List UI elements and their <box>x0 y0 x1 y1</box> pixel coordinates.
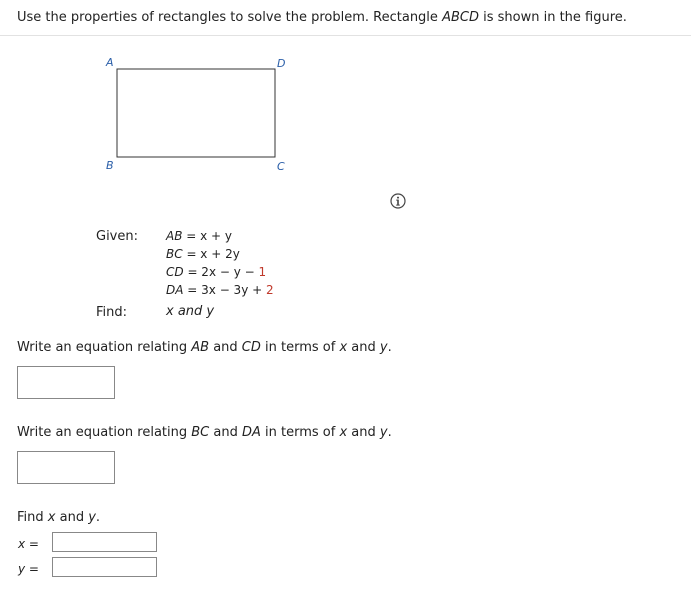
equation-bc-lhs: BC <box>166 247 183 261</box>
equation-da <box>166 281 274 299</box>
question-2-segment-2: DA <box>241 425 261 440</box>
question-3-var-x: x <box>47 510 56 525</box>
question-2-and: and <box>209 425 242 440</box>
vertex-b: B <box>106 159 114 172</box>
question-1-segment-2: CD <box>241 340 261 355</box>
question-1 <box>17 340 392 355</box>
find-variables: x and y <box>166 304 215 319</box>
vertex-d: D <box>277 57 286 70</box>
question-3-var-y: y <box>88 510 96 525</box>
info-icon[interactable] <box>390 193 406 209</box>
prompt-text: Use the properties of rectangles to solve the problem. Rectangle <box>17 10 443 25</box>
equation-cd-rhs: = 2x − y − <box>183 265 259 279</box>
problem-prompt <box>17 10 627 25</box>
question-2 <box>17 425 392 440</box>
equation-ab-rhs: = x + y <box>182 229 233 243</box>
equation-cd-lhs: CD <box>166 265 184 279</box>
vertex-c: C <box>277 160 285 173</box>
y-input[interactable] <box>52 557 157 577</box>
question-2-terms: in terms of <box>260 425 340 440</box>
x-label-equals: = <box>25 537 39 551</box>
equation-bc <box>166 245 274 263</box>
given-equations <box>166 227 274 299</box>
question-1-text: Write an equation relating <box>17 340 192 355</box>
prompt-text-end: is shown in the figure. <box>478 10 627 25</box>
question-1-and: and <box>209 340 242 355</box>
question-2-text: Write an equation relating <box>17 425 192 440</box>
question-2-var-x: x <box>339 425 348 440</box>
question-1-var-x: x <box>339 340 348 355</box>
question-3-period: . <box>95 510 101 525</box>
problem-header <box>0 0 691 36</box>
equation-ab-lhs: AB <box>166 229 183 243</box>
question-3-and: and <box>55 510 89 525</box>
equation-ab <box>166 227 274 245</box>
equation-cd-constant: 1 <box>258 265 267 279</box>
rectangle-name: ABCD <box>442 10 479 25</box>
equation-bc-rhs: = x + 2y <box>182 247 240 261</box>
equation-cd <box>166 263 274 281</box>
question-1-period: . <box>387 340 392 355</box>
question-1-terms: in terms of <box>260 340 340 355</box>
question-1-and-2: and <box>347 340 380 355</box>
question-3 <box>17 510 100 525</box>
rectangle-abcd <box>117 69 275 157</box>
equation-da-constant: 2 <box>265 283 274 297</box>
given-label: Given: <box>96 229 138 244</box>
y-label-var: y <box>18 562 26 576</box>
question-1-var-y: y <box>379 340 388 355</box>
x-input[interactable] <box>52 532 157 552</box>
question-2-segment-1: BC <box>191 425 210 440</box>
equation-da-lhs: DA <box>166 283 184 297</box>
question-2-period: . <box>387 425 392 440</box>
question-1-segment-1: AB <box>191 340 210 355</box>
y-label-equals: = <box>25 562 39 576</box>
vertex-a: A <box>106 56 114 69</box>
rectangle-figure <box>100 52 300 177</box>
equation-da-rhs: = 3x − 3y + <box>183 283 266 297</box>
x-label-var: x <box>18 537 26 551</box>
question-2-var-y: y <box>379 425 388 440</box>
x-field-label <box>18 537 39 551</box>
find-label: Find: <box>96 305 128 320</box>
equation-1-answer-box[interactable] <box>17 366 115 399</box>
equation-2-answer-box[interactable] <box>17 451 115 484</box>
y-field-label <box>18 562 39 576</box>
question-3-text: Find <box>17 510 48 525</box>
question-2-and-2: and <box>347 425 380 440</box>
